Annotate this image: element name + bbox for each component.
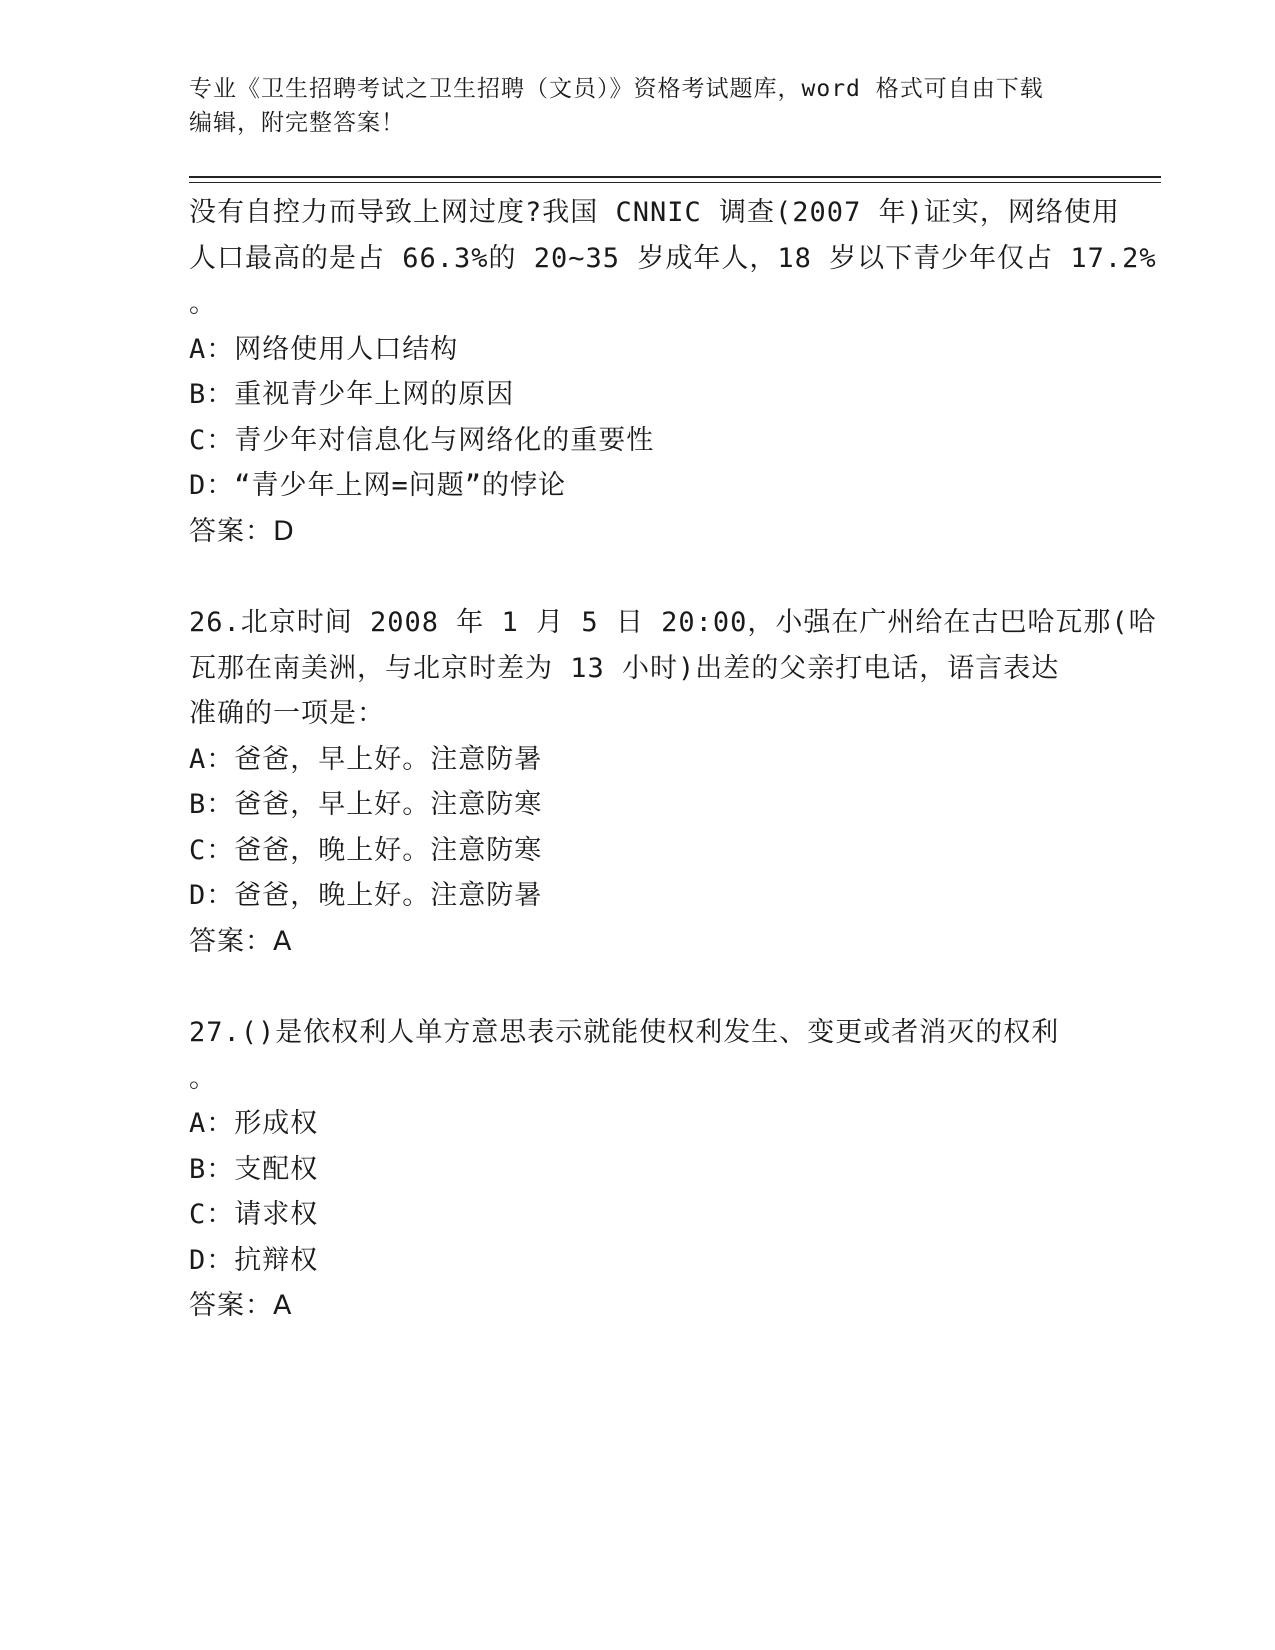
header-rule-thick — [189, 176, 1161, 178]
option-c: C：请求权 — [189, 1199, 319, 1230]
question-block — [189, 600, 1157, 964]
question-block — [189, 190, 1157, 554]
answer-line: 答案：A — [189, 1290, 293, 1321]
question-stem-line: 没有自控力而导致上网过度?我国 CNNIC 调查(2007 年)证实，网络使用 — [189, 197, 1120, 228]
question-stem-line: 。 — [189, 1062, 217, 1094]
question-stem-line: 27.()是依权利人单方意思表示就能使权利发生、变更或者消灭的权利 — [189, 1017, 1060, 1048]
header-line-2: 编辑，附完整答案！ — [189, 110, 405, 136]
question-block — [189, 1010, 1109, 1329]
option-b: B：支配权 — [189, 1153, 319, 1185]
option-a: A：形成权 — [189, 1108, 319, 1139]
option-d: D：“青少年上网=问题”的悖论 — [189, 470, 567, 501]
question-spacer — [189, 964, 1109, 1010]
question-stem-line: 人口最高的是占 66.3%的 20~35 岁成年人，18 岁以下青少年仅占 17.2% — [189, 242, 1157, 274]
question-stem-line: 瓦那在南美洲，与北京时差为 13 小时)出差的父亲打电话，语言表达 — [189, 652, 1060, 684]
header-line-1: 专业《卫生招聘考试之卫生招聘（文员）》资格考试题库，word 格式可自由下载 — [189, 76, 1044, 102]
question-list — [189, 190, 1157, 1329]
option-a: A：网络使用人口结构 — [189, 333, 459, 365]
document-header — [189, 72, 1089, 140]
answer-line: 答案：A — [189, 925, 293, 957]
header-rule-thin — [189, 182, 1161, 183]
option-d: D：爸爸，晚上好。注意防暑 — [189, 880, 543, 911]
option-d: D：抗辩权 — [189, 1244, 319, 1276]
question-spacer — [189, 554, 1109, 600]
option-b: B：爸爸，早上好。注意防寒 — [189, 789, 543, 820]
question-stem-line: 26.北京时间 2008 年 1 月 5 日 20:00，小强在广州给在古巴哈瓦那(哈 — [189, 607, 1157, 638]
question-stem-line: 准确的一项是： — [189, 698, 385, 729]
option-b: B：重视青少年上网的原因 — [189, 379, 515, 410]
option-c: C：青少年对信息化与网络化的重要性 — [189, 424, 655, 456]
question-stem-line: 。 — [189, 288, 217, 319]
option-c: C：爸爸，晚上好。注意防寒 — [189, 834, 543, 866]
answer-line: 答案：D — [189, 515, 295, 547]
option-a: A：爸爸，早上好。注意防暑 — [189, 743, 543, 775]
